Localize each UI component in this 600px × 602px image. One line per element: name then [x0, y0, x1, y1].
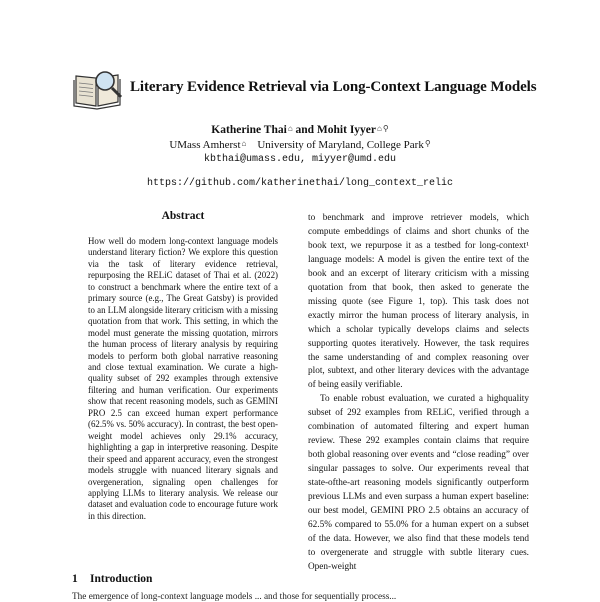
author-list: [0, 124, 600, 136]
building-icon: ⌂: [287, 124, 293, 133]
author-name: Mohit Iyyer: [316, 124, 377, 136]
paper-title: Literary Evidence Retrieval via Long-Context Language Models: [130, 79, 537, 95]
section-number: 1: [72, 573, 78, 585]
building-icon: ⌂: [241, 139, 247, 148]
search-icon: ⚲: [382, 124, 389, 133]
email-link[interactable]: kbthai@umass.edu: [203, 154, 300, 165]
section-title: Introduction: [90, 573, 153, 585]
author-name: Katherine Thai: [211, 124, 287, 136]
paragraph: To enable robust evaluation, we curated a highquality subset of 292 examples from RELiC, verified through a combination of automated filtering and expert human review. These 292 examples contain claims that require both global reasoning over events and “close reading” over singular passages to solve. Our experiments reveal that state-ofthe-art reasoning models significantly outperform previous LLMs and even surpass a human expert baseline: our best model, GEMINI PRO 2.5 obtains an accuracy of 62.5% compared to 55.0% for a human expert on a subset of the data. However, we also find that these models tend to overgenerate and struggle with subtle literary cues. Open-weight: [308, 394, 529, 572]
abstract-body: How well do modern long-context language models understand literary fiction? We explore this question via the task of literary evidence retrieval, repurposing the RELiC dataset of Thai et al. (2022) to construct a benchmark where the entire text of a primary source (e.g., The Great Gatsby) is provided to an LLM alongside literary criticism with a missing quotation from that work. This setting, in which the model must generate the missing quotation, mirrors the human process of literary analysis by requiring models to perform both global narrative reasoning and close textual examination. We curate a high-quality subset of 292 examples through extensive filtering and human verification. Our experiments show that recent reasoning models, such as GEMINI PRO 2.5 can exceed human expert performance (62.5% vs. 50% accuracy). In contrast, the best open-weight model achieves only 29.1% accuracy, highlighting a gap in interpretive reasoning. Despite their speed and apparent accuracy, even the strongest models struggle with nuanced literary signals and overgeneration, signaling open challenges for applying LLMs to literary analysis. We release our dataset and evaluation code to encourage future work in this direction.: [88, 236, 278, 521]
partial-line: The emergence of long-context language models ... and those for sequentially process...: [72, 592, 397, 602]
open-book-magnifier-icon: [72, 66, 124, 110]
section-heading: [72, 573, 152, 585]
search-icon: ⚲: [424, 139, 431, 148]
building-icon: ⌂: [377, 124, 382, 133]
abstract-heading: Abstract: [161, 210, 205, 222]
email-list: kbthai@umass.edu, miyyer@umd.edu: [203, 154, 397, 165]
right-column: [308, 212, 529, 575]
author-joiner: and: [295, 124, 315, 136]
affiliations: [0, 139, 600, 151]
affiliation: University of Maryland, College Park: [257, 139, 424, 151]
affiliation: UMass Amherst: [169, 139, 241, 151]
paragraph: to benchmark and improve retriever models, which compute embeddings of claims and short chunks of the book text, we repurpose it as a testbed for long-context¹ language models: A model is given the entire text of the book and an excerpt of literary criticism with a missing quotation from that book, then asked to generate the missing quote (see Figure 1, top). This task does not exactly mirror the human process of literary analysis, in which a scholar typically develops claims and selects supporting quotes iteratively. However, the task requires the same understanding of and complex reasoning over plot, subtext, and other literary devices with the advantage of being easily verifiable.: [308, 213, 529, 391]
repo-link[interactable]: https://github.com/katherinethai/long_context_relic: [146, 178, 454, 189]
email-link[interactable]: miyyer@umd.edu: [312, 154, 397, 165]
title-row: [72, 66, 542, 110]
